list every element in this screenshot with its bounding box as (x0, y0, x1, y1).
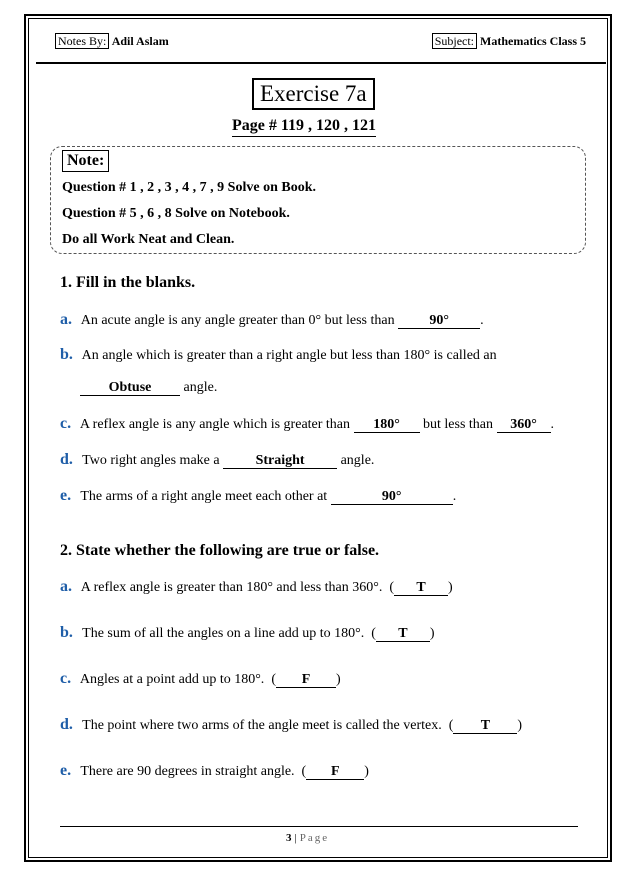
fill-blank-a (60, 311, 484, 329)
notes-by (55, 34, 169, 49)
header-divider (36, 62, 606, 64)
section-2-heading: 2. State whether the following are true or false. (60, 542, 380, 559)
fill-blank-e (60, 487, 456, 505)
fill-blank-b (60, 346, 497, 364)
answer-blank: 90° (398, 314, 480, 329)
answer-blank: T (394, 581, 448, 596)
note-label: Note: (62, 150, 109, 172)
section-1-heading: 1. Fill in the blanks. (60, 274, 196, 291)
item-text-end: . (550, 417, 555, 432)
item-text: An angle which is greater than a right angle but less than 180° is called an (81, 348, 497, 363)
note-line: Do all Work Neat and Clean. (62, 232, 235, 247)
item-text-end: . (452, 489, 457, 504)
item-letter: d. (60, 451, 73, 468)
page-title: Exercise 7a (252, 78, 375, 110)
true-false-b: b. The sum of all the angles on a line add up to 180°. ( T ) (60, 624, 435, 641)
true-false-a: a. A reflex angle is greater than 180° and less than 360°. ( T ) (60, 578, 453, 595)
item-text: Two right angles make a (82, 453, 220, 468)
page-word: Page (299, 832, 330, 844)
answer-blank: 360° (497, 418, 551, 433)
answer-blank: F (276, 673, 336, 688)
answer-blank: T (376, 627, 430, 642)
note-line: Question # 1 , 2 , 3 , 4 , 7 , 9 Solve on Book. (62, 180, 316, 195)
subject (432, 34, 586, 49)
answer-blank: Obtuse (80, 381, 180, 396)
item-letter: e. (60, 487, 72, 504)
item-text: The arms of a right angle meet each other at (80, 489, 328, 504)
fill-blank-b-cont (80, 380, 217, 396)
subject-value: Mathematics Class 5 (480, 34, 586, 48)
item-letter: a. (60, 578, 72, 595)
item-letter: e. (60, 762, 72, 779)
note-line: Question # 5 , 6 , 8 Solve on Notebook. (62, 206, 290, 221)
subject-label: Subject: (432, 33, 477, 49)
answer-blank: Straight (223, 454, 337, 469)
item-text: There are 90 degrees in straight angle. (80, 764, 295, 779)
item-text: A reflex angle is any angle which is greater than (79, 417, 351, 432)
item-letter: b. (60, 346, 73, 363)
item-text-end: angle. (340, 453, 375, 468)
item-text: An acute angle is any angle greater than 0° but less than (80, 313, 395, 328)
item-letter: d. (60, 716, 73, 733)
true-false-c: c. Angles at a point add up to 180°. ( F ) (60, 670, 341, 687)
item-text-end: . (480, 313, 484, 328)
true-false-e: e. There are 90 degrees in straight angle. ( F ) (60, 762, 369, 779)
footer-divider (60, 826, 578, 827)
footer-separator: | (294, 832, 297, 844)
item-letter: b. (60, 624, 73, 641)
item-letter: a. (60, 311, 72, 328)
item-text: A reflex angle is greater than 180° and less than 360°. (80, 580, 383, 595)
item-text: The point where two arms of the angle meet is called the vertex. (82, 718, 442, 733)
item-text-end: angle. (183, 380, 218, 395)
answer-blank: 90° (331, 490, 453, 505)
item-text: Angles at a point add up to 180°. (79, 672, 265, 687)
item-text-mid: but less than (423, 417, 494, 432)
answer-blank: F (306, 765, 364, 780)
answer-blank: 180° (354, 418, 420, 433)
item-letter: c. (60, 415, 72, 432)
answer-blank: T (453, 719, 517, 734)
notes-by-value: Adil Aslam (111, 34, 169, 48)
notes-by-label: Notes By: (55, 33, 109, 49)
page-number: 3 (286, 832, 292, 844)
page-footer (286, 832, 329, 844)
fill-blank-c (60, 415, 554, 433)
item-text: The sum of all the angles on a line add up to 180°. (82, 626, 365, 641)
true-false-d: d. The point where two arms of the angle meet is called the vertex. ( T ) (60, 716, 523, 733)
page-reference: Page # 119 , 120 , 121 (232, 117, 376, 137)
item-letter: c. (60, 670, 72, 687)
fill-blank-d (60, 451, 374, 469)
